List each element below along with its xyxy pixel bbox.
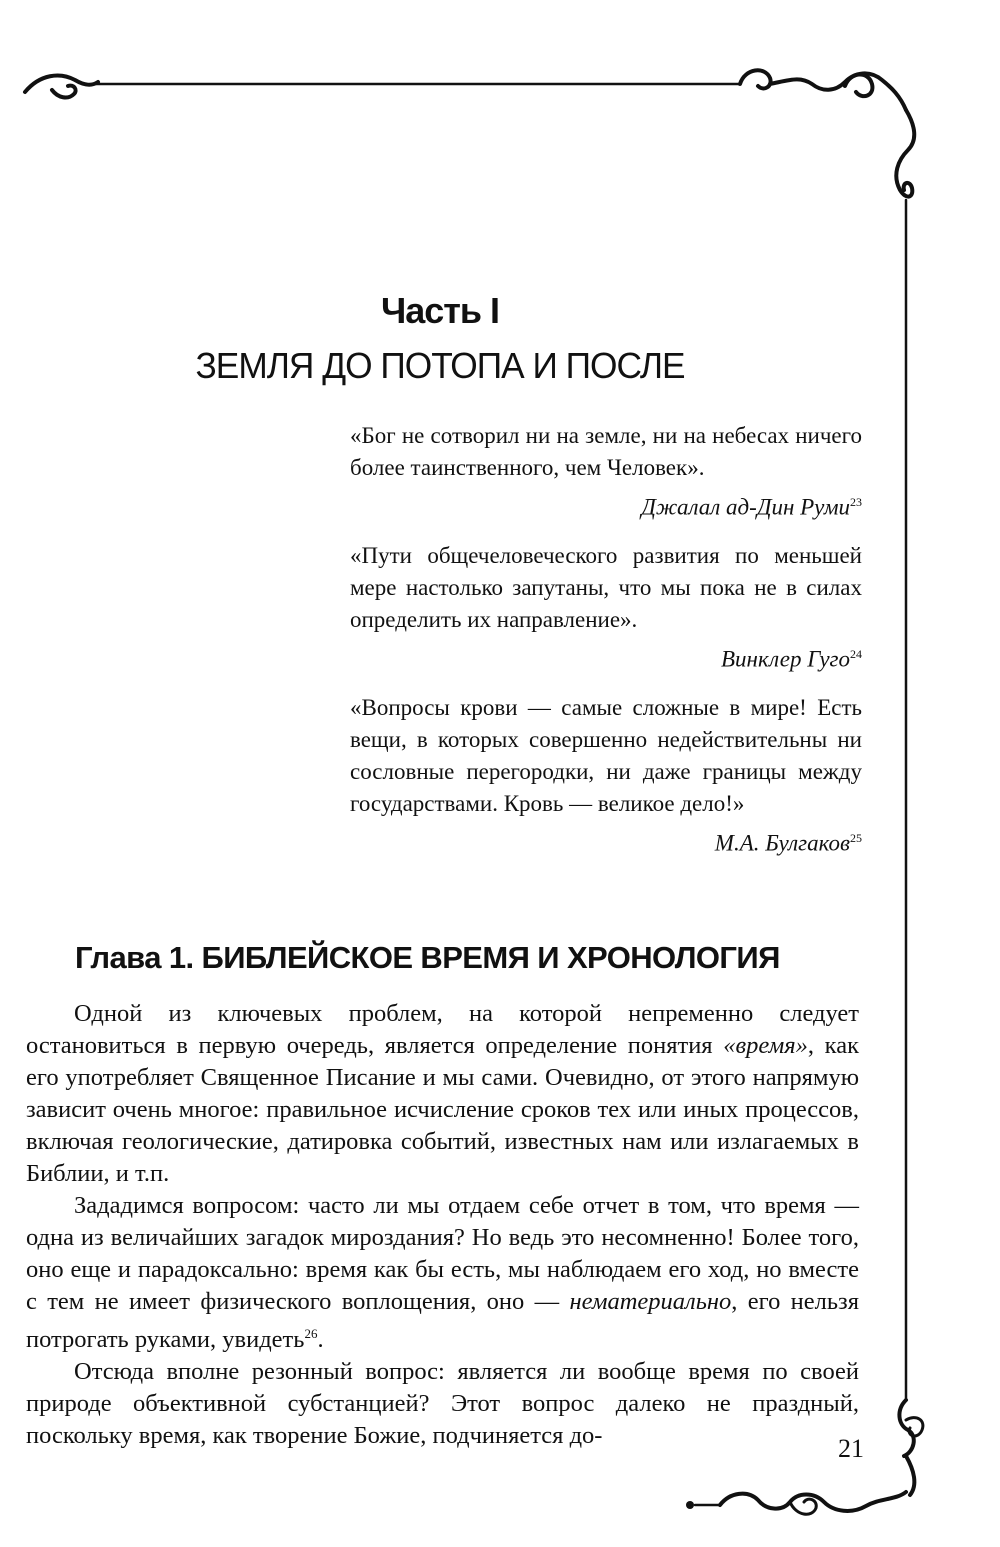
flourish-right-lower-curl (906, 1418, 923, 1436)
epigraph-author-name: Джалал ад-Дин Руми (641, 494, 850, 520)
text-run: , его нельзя потрогать руками, увидеть (26, 1288, 859, 1354)
footnote-marker: 26 (304, 1326, 318, 1341)
epigraph-author (350, 486, 862, 524)
text-run: Отсюда вполне резонный вопрос: является ли вообще время по своей природе объективной субстанцией? Этот вопрос далеко не праздный, поскольку время, как творение Божие, подчиняется до- (26, 1358, 859, 1450)
epigraph (350, 420, 862, 524)
paragraph (26, 1356, 859, 1452)
flourish-right-lower (899, 1400, 914, 1495)
epigraph-author-name: М.А. Булгаков (714, 830, 850, 856)
part-title: ЗЕМЛЯ ДО ПОТОПА И ПОСЛЕ (195, 345, 685, 386)
body-text (26, 998, 859, 1452)
flourish-right-upper (896, 110, 914, 197)
flourish-bottom-right-curl (790, 1499, 816, 1514)
text-run: . (317, 1326, 324, 1354)
flourish-top-left (25, 76, 98, 98)
frame-bottom-dot (686, 1501, 694, 1509)
epigraph-quote: «Пути общечеловеческого развития по меньшей мере настолько запутаны, что мы пока не в силах определить их направление». (350, 543, 862, 632)
part-label: Часть I (380, 290, 500, 331)
epigraph-author (350, 638, 862, 676)
emphasis: «время» (723, 1032, 808, 1059)
paragraph (26, 1190, 859, 1356)
footnote-marker: 23 (850, 495, 862, 509)
text-run: , как его употребляет Священное Писание и мы сами. Очевидно, от этого напрямую зависит очень многое: правильное исчисление сроков тех или иных процессов, включая геологические, датировка событий, известных нам или излагаемых в Библии, и т.п. (26, 1032, 859, 1187)
chapter-title: Глава 1. БИБЛЕЙСКОЕ ВРЕМЯ И ХРОНОЛОГИЯ (75, 940, 780, 975)
text-run: Одной из ключевых проблем, на которой непременно следует остановиться в первую очередь, является определение понятия (26, 1000, 859, 1059)
epigraph-quote: «Бог не сотворил ни на земле, ни на небесах ничего более таинственного, чем Человек». (350, 423, 862, 480)
epigraph-quote: «Вопросы крови — самые сложные в мире! Есть вещи, в которых совершенно недействительны ни сословные перегородки, ни даже границы между государствами. Кровь — великое дело!» (350, 695, 862, 816)
epigraph-author-name: Винклер Гуго (720, 646, 850, 672)
flourish-top-right (740, 70, 906, 110)
flourish-top-right-curl (845, 74, 872, 96)
footnote-marker: 24 (850, 647, 862, 661)
text-run: Зададимся вопросом: часто ли мы отдаем себе отчет в том, что время — одна из величайших загадок мироздания? Но ведь это несомненно! Более того, оно еще и парадоксально: время как бы есть, мы наблюдаем его ход, но вместе с тем не имеет физического воплощения, оно — (26, 1192, 859, 1315)
footnote-marker: 25 (850, 831, 862, 845)
page-number: 21 (838, 1434, 864, 1463)
epigraph (350, 540, 862, 676)
paragraph (26, 998, 859, 1190)
emphasis: нематериально (569, 1288, 732, 1315)
epigraph (350, 692, 862, 860)
epigraph-author (350, 822, 862, 860)
